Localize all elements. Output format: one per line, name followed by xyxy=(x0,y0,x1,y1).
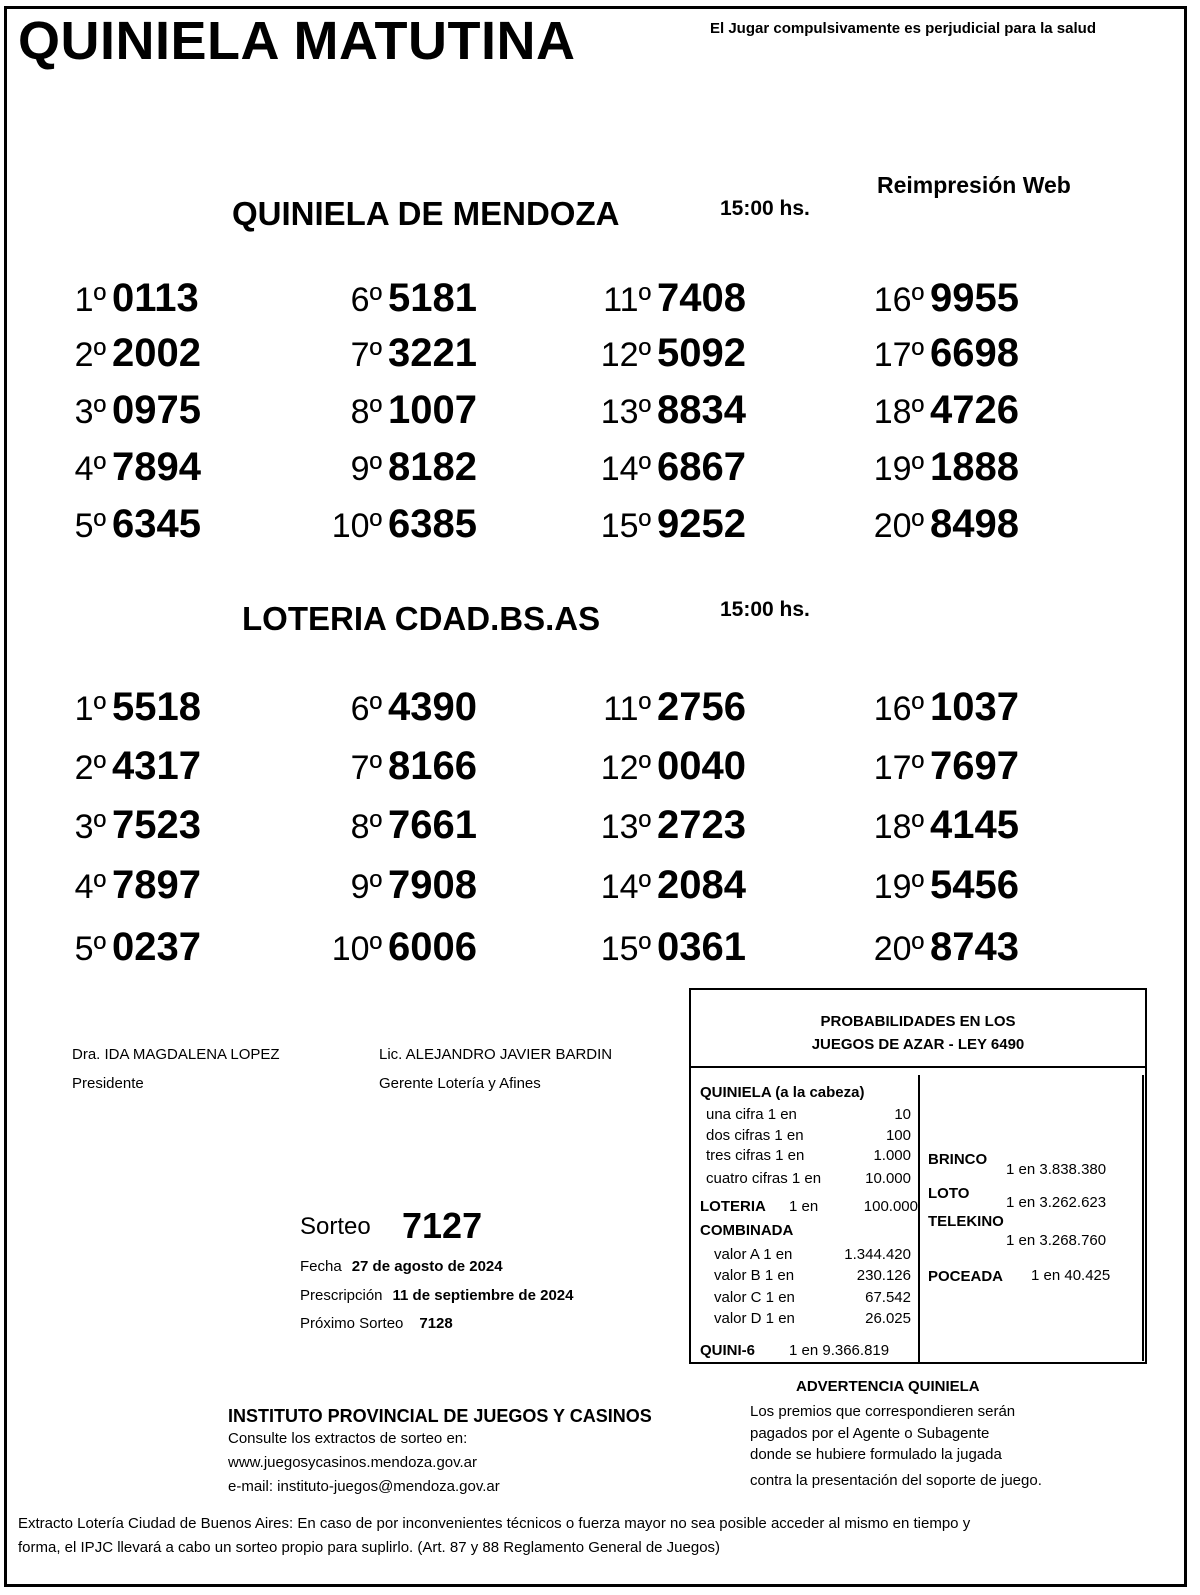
odds-row-label: dos cifras 1 en xyxy=(706,1127,804,1144)
result-cell xyxy=(320,803,560,848)
result-position: 9º xyxy=(350,450,382,488)
result-cell xyxy=(585,502,825,547)
result-position: 13º xyxy=(600,393,651,431)
result-cell xyxy=(858,276,1098,321)
footer-disclaimer-line1: Extracto Lotería Ciudad de Buenos Aires: En caso de por inconvenientes técnicos o fuerza mayor no sea posible acceder al mismo en tiempo y xyxy=(18,1515,971,1532)
result-cell xyxy=(858,331,1098,376)
result-position: 5º xyxy=(74,930,106,968)
prescripcion-label: Prescripción xyxy=(300,1287,383,1304)
result-position: 14º xyxy=(600,450,651,488)
result-position: 11º xyxy=(603,281,651,319)
result-cell xyxy=(585,744,825,789)
result-number: 8182 xyxy=(388,445,477,489)
result-cell xyxy=(585,445,825,490)
signature-right-name: Lic. ALEJANDRO JAVIER BARDIN xyxy=(379,1046,613,1063)
result-cell xyxy=(858,388,1098,433)
result-position: 2º xyxy=(74,336,106,374)
fecha-value: 27 de agosto de 2024 xyxy=(351,1258,503,1275)
fecha-label: Fecha xyxy=(300,1258,342,1275)
result-position: 6º xyxy=(350,690,382,728)
result-cell xyxy=(320,276,560,321)
result-cell xyxy=(585,925,825,970)
odds-row-label: valor C 1 en xyxy=(714,1289,795,1306)
result-cell xyxy=(320,863,560,908)
odds-row-label: cuatro cifras 1 en xyxy=(706,1170,822,1187)
result-cell xyxy=(60,331,300,376)
result-number: 6867 xyxy=(657,445,746,489)
result-cell xyxy=(585,388,825,433)
result-number: 7523 xyxy=(112,803,201,847)
result-position: 11º xyxy=(603,690,651,728)
result-number: 4145 xyxy=(930,803,1019,847)
result-position: 4º xyxy=(74,868,106,906)
proximo-sorteo-row xyxy=(300,1315,453,1332)
loteria-odds-label: LOTERIA xyxy=(700,1198,766,1215)
result-position: 18º xyxy=(873,808,924,846)
odds-row-value: 26.025 xyxy=(865,1310,911,1327)
odds-row-value: 1.000 xyxy=(873,1147,911,1164)
result-cell xyxy=(60,925,300,970)
result-cell xyxy=(585,685,825,730)
result-number: 1007 xyxy=(388,388,477,432)
result-number: 5518 xyxy=(112,685,201,729)
result-position: 13º xyxy=(600,808,651,846)
quini6-odds-value: 1 en 9.366.819 xyxy=(789,1342,890,1359)
odds-row-value: 1.344.420 xyxy=(844,1246,911,1263)
poceada-odds-value: 1 en 40.425 xyxy=(1031,1267,1111,1284)
result-number: 7908 xyxy=(388,863,477,907)
reprint-label: Reimpresión Web xyxy=(877,172,1071,198)
result-position: 7º xyxy=(350,336,382,374)
result-position: 4º xyxy=(74,450,106,488)
result-number: 2002 xyxy=(112,331,201,375)
gambling-warning: El Jugar compulsivamente es perjudicial para la salud xyxy=(710,20,1096,37)
result-number: 8498 xyxy=(930,502,1019,546)
result-cell xyxy=(585,863,825,908)
brinco-odds-label: BRINCO xyxy=(928,1151,988,1168)
result-cell xyxy=(60,685,300,730)
signature-left-role: Presidente xyxy=(72,1075,144,1092)
odds-row-value: 230.126 xyxy=(856,1267,911,1284)
section-time-mendoza: 15:00 hs. xyxy=(720,197,810,220)
result-number: 8834 xyxy=(657,388,746,432)
odds-row-label: valor B 1 en xyxy=(714,1267,795,1284)
quiniela-odds-label: QUINIELA (a la cabeza) xyxy=(700,1084,865,1101)
result-number: 0113 xyxy=(112,276,199,320)
result-position: 14º xyxy=(600,868,651,906)
institute-website-link[interactable]: www.juegosycasinos.mendoza.gov.ar xyxy=(228,1454,478,1471)
result-number: 4726 xyxy=(930,388,1019,432)
odds-row-value: 100 xyxy=(885,1127,911,1144)
institute-consult-text: Consulte los extractos de sorteo en: xyxy=(228,1430,468,1447)
result-number: 9955 xyxy=(930,276,1019,320)
result-number: 8166 xyxy=(388,744,477,788)
combinada-odds-label: COMBINADA xyxy=(700,1222,794,1239)
result-position: 3º xyxy=(74,393,106,431)
section-title-mendoza: QUINIELA DE MENDOZA xyxy=(232,195,620,232)
result-cell xyxy=(585,803,825,848)
result-number: 1037 xyxy=(930,685,1019,729)
result-position: 16º xyxy=(873,281,924,319)
telekino-odds-value: 1 en 3.268.760 xyxy=(1006,1232,1107,1249)
result-position: 16º xyxy=(873,690,924,728)
loteria-odds-text: 1 en xyxy=(789,1198,819,1215)
result-number: 2723 xyxy=(657,803,746,847)
result-number: 4390 xyxy=(388,685,477,729)
page-title: QUINIELA MATUTINA xyxy=(18,11,576,71)
result-position: 8º xyxy=(350,808,382,846)
result-number: 6345 xyxy=(112,502,201,546)
result-cell xyxy=(320,502,560,547)
result-position: 20º xyxy=(873,930,924,968)
sorteo-number: 7127 xyxy=(402,1205,483,1246)
result-position: 18º xyxy=(873,393,924,431)
proximo-sorteo-value: 7128 xyxy=(419,1315,453,1332)
institute-email-link[interactable]: e-mail: instituto-juegos@mendoza.gov.ar xyxy=(228,1478,500,1495)
loto-odds-label: LOTO xyxy=(928,1185,970,1202)
signature-left-name: Dra. IDA MAGDALENA LOPEZ xyxy=(72,1046,280,1063)
result-cell xyxy=(60,863,300,908)
result-position: 8º xyxy=(350,393,382,431)
result-cell xyxy=(60,388,300,433)
result-number: 1888 xyxy=(930,445,1019,489)
odds-row-label: valor D 1 en xyxy=(714,1310,795,1327)
result-number: 6385 xyxy=(388,502,477,546)
institute-name: INSTITUTO PROVINCIAL DE JUEGOS Y CASINOS xyxy=(228,1406,652,1426)
result-position: 6º xyxy=(350,281,382,319)
result-cell xyxy=(858,863,1098,908)
result-position: 19º xyxy=(873,868,924,906)
result-number: 5181 xyxy=(388,276,477,320)
odds-row-value: 10 xyxy=(894,1106,911,1123)
result-position: 10º xyxy=(331,930,382,968)
result-cell xyxy=(320,685,560,730)
result-cell xyxy=(585,276,825,321)
result-number: 5456 xyxy=(930,863,1019,907)
section-title-loteria-bsas: LOTERIA CDAD.BS.AS xyxy=(242,600,601,637)
result-number: 2756 xyxy=(657,685,746,729)
result-number: 6006 xyxy=(388,925,477,969)
result-position: 17º xyxy=(873,749,924,787)
odds-row-label: una cifra 1 en xyxy=(706,1106,797,1123)
result-position: 7º xyxy=(350,749,382,787)
advertencia-line: pagados por el Agente o Subagente xyxy=(750,1425,990,1442)
result-number: 7894 xyxy=(112,445,201,489)
result-number: 7661 xyxy=(388,803,477,847)
result-position: 12º xyxy=(600,749,651,787)
fecha-row xyxy=(300,1258,503,1275)
result-number: 7897 xyxy=(112,863,201,907)
prescripcion-row xyxy=(300,1287,573,1304)
result-number: 2084 xyxy=(657,863,746,907)
result-number: 0975 xyxy=(112,388,201,432)
result-cell xyxy=(858,744,1098,789)
loteria-odds-value: 100.000 xyxy=(863,1198,918,1215)
result-cell xyxy=(60,502,300,547)
result-number: 0040 xyxy=(657,744,746,788)
result-cell xyxy=(320,388,560,433)
loto-odds-value: 1 en 3.262.623 xyxy=(1006,1194,1107,1211)
result-number: 7697 xyxy=(930,744,1019,788)
result-cell xyxy=(858,803,1098,848)
advertencia-line: donde se hubiere formulado la jugada xyxy=(750,1446,1002,1463)
result-number: 4317 xyxy=(112,744,201,788)
probabilities-header xyxy=(691,990,1145,1068)
result-number: 6698 xyxy=(930,331,1019,375)
result-cell xyxy=(320,445,560,490)
result-position: 12º xyxy=(600,336,651,374)
result-position: 9º xyxy=(350,868,382,906)
advertencia-line: Los premios que correspondieren serán xyxy=(750,1403,1016,1420)
probabilities-divider xyxy=(918,1075,920,1363)
result-number: 0237 xyxy=(112,925,201,969)
prescripcion-value: 11 de septiembre de 2024 xyxy=(392,1287,574,1304)
result-number: 7408 xyxy=(657,276,746,320)
result-cell xyxy=(858,502,1098,547)
result-cell xyxy=(60,744,300,789)
result-position: 1º xyxy=(74,281,106,319)
result-number: 8743 xyxy=(930,925,1019,969)
result-cell xyxy=(858,685,1098,730)
odds-row-value: 10.000 xyxy=(865,1170,911,1187)
result-cell xyxy=(60,803,300,848)
result-position: 20º xyxy=(873,507,924,545)
result-position: 15º xyxy=(600,930,651,968)
telekino-odds-label: TELEKINO xyxy=(928,1213,1004,1230)
result-position: 1º xyxy=(74,690,106,728)
result-position: 19º xyxy=(873,450,924,488)
advertencia-title: ADVERTENCIA QUINIELA xyxy=(796,1378,980,1395)
result-number: 5092 xyxy=(657,331,746,375)
result-position: 10º xyxy=(331,507,382,545)
odds-row-label: valor A 1 en xyxy=(714,1246,793,1263)
quini6-odds-label: QUINI-6 xyxy=(700,1342,756,1359)
probabilities-title-line1: PROBABILIDADES EN LOS xyxy=(820,1013,1016,1030)
brinco-odds-value: 1 en 3.838.380 xyxy=(1006,1161,1107,1178)
result-cell xyxy=(60,276,300,321)
probabilities-title-line2: JUEGOS DE AZAR - LEY 6490 xyxy=(811,1036,1025,1053)
result-position: 15º xyxy=(600,507,651,545)
footer-disclaimer-line2: forma, el IPJC llevará a cabo un sorteo propio para suplirlo. (Art. 87 y 88 Reglamento General de Juegos) xyxy=(18,1539,721,1556)
poceada-odds-label: POCEADA xyxy=(928,1268,1004,1285)
result-position: 3º xyxy=(74,808,106,846)
sorteo-label: Sorteo xyxy=(300,1213,371,1240)
result-cell xyxy=(858,445,1098,490)
result-cell xyxy=(320,331,560,376)
result-position: 5º xyxy=(74,507,106,545)
result-position: 2º xyxy=(74,749,106,787)
result-cell xyxy=(858,925,1098,970)
result-position: 17º xyxy=(873,336,924,374)
advertencia-line: contra la presentación del soporte de juego. xyxy=(750,1472,1042,1489)
odds-row-value: 67.542 xyxy=(865,1289,911,1306)
result-cell xyxy=(320,925,560,970)
result-cell xyxy=(60,445,300,490)
signature-right-role: Gerente Lotería y Afines xyxy=(379,1075,541,1092)
result-number: 3221 xyxy=(388,331,477,375)
section-time-loteria-bsas: 15:00 hs. xyxy=(720,598,810,621)
result-number: 0361 xyxy=(657,925,746,969)
result-cell xyxy=(585,331,825,376)
result-number: 9252 xyxy=(657,502,746,546)
odds-row-label: tres cifras 1 en xyxy=(706,1147,805,1164)
result-cell xyxy=(320,744,560,789)
proximo-sorteo-label: Próximo Sorteo xyxy=(300,1315,404,1332)
